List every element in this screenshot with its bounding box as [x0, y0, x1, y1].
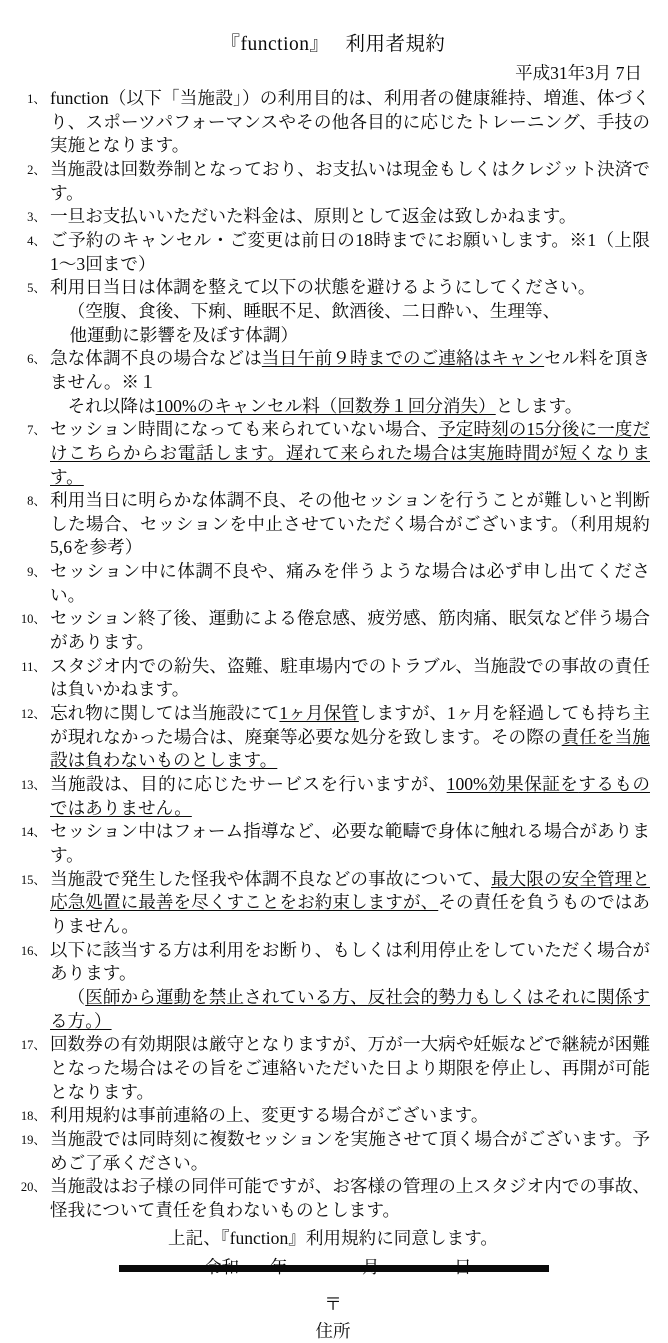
clause-text: 利用日当日は体調を整えて以下の状態を避けるようにしてください。 （空腹、食後、下痢、睡眠不足、飲酒後、二日酔い、生理等、 他運動に影響を及ぼす体調） [50, 276, 650, 347]
clause-number: 2、 [27, 162, 46, 177]
clause-number: 10、 [20, 612, 46, 627]
page-title [16, 28, 650, 56]
clause-number: 18、 [20, 1109, 46, 1124]
clause-emphasis: 安全管理と応急処置に最善を尽くすことをお約束しますが、 [50, 868, 650, 913]
clause-emphasis: 100%効果保証を [446, 774, 579, 795]
clause-list [16, 87, 650, 1223]
clause-item [16, 655, 650, 702]
address-rule [119, 1265, 549, 1272]
clause-number: 15、 [20, 872, 46, 887]
clause-emphasis: れに関係する方。） [50, 986, 650, 1031]
clause-item [16, 939, 650, 1034]
clause-number: 14、 [20, 825, 46, 840]
clause-emphasis: 予定時刻の15分 [438, 419, 562, 440]
clause-item [16, 205, 650, 229]
clause-item [16, 702, 650, 773]
clause-subline: （空腹、食後、下痢、睡眠不足、飲酒後、二日酔い、生理等、 [67, 300, 561, 321]
clause-item [16, 1175, 650, 1222]
clause-text: ご予約のキャンセル・ご変更は前日の18時までにお願いします。※1（上限1〜3回まで） [50, 229, 650, 274]
clause-item [16, 87, 650, 158]
clause-number: 17、 [20, 1038, 46, 1053]
clause-item [16, 868, 650, 939]
clause-number: 12、 [20, 707, 46, 722]
postal-mark: 〒 [324, 1293, 342, 1314]
clause-number: 8、 [27, 494, 46, 509]
page-title-main: 『function』 [220, 34, 330, 55]
clause-item [16, 158, 650, 205]
clause-emphasis: 100%のキャンセル料（回数券１回分消失） [155, 395, 496, 416]
clause-number: 6、 [27, 352, 46, 367]
clause-emphasis: するものではありません。 [50, 774, 650, 818]
clause-number: 16、 [20, 943, 46, 958]
clause-number: 11、 [21, 659, 46, 674]
clause-number: 19、 [20, 1132, 46, 1147]
clause-text: 利用規約は事前連絡の上、変更する場合がございます。 [50, 1105, 489, 1126]
clause-text: セッション中に体調不良や、痛みを伴うような場合は必ず申し出てください。 [50, 561, 650, 605]
clause-text: セッション時間になっても来られていない場合、予定時刻の15分後に一度だけこちらからお電話します。遅れて来られた場合は実施時間が短くなります。 [50, 419, 650, 487]
clause-item [16, 1104, 650, 1128]
clause-emphasis: 最大限の [491, 868, 562, 889]
clause-item [16, 1128, 650, 1175]
clause-number: 1、 [27, 92, 46, 106]
clause-item [16, 1033, 650, 1104]
clause-text: 当施設はお子様の同伴可能ですが、お客様の管理の上スタジオ内での事故、怪我について責任を負わないものとします。 [50, 1176, 650, 1220]
clause-item [16, 347, 650, 418]
clause-text: 当施設は、目的に応じたサービスを行いますが、100%効果保証をするものではありません。 [50, 774, 650, 818]
clause-item [16, 229, 650, 276]
clause-item [16, 773, 650, 820]
clause-text: 回数券の有効期限は厳守となりますが、万が一大病や妊娠などで継続が困難となった場合はその旨をご連絡いただいた日より期限を停止し、再開が可能となります。 [50, 1034, 650, 1102]
clause-text: 急な体調不良の場合などは当日午前９時までのご連絡はキャンセル料を頂きません。※１ それ以降は100%のキャンセル料（回数券１回分消失）とします。 [50, 347, 650, 418]
clause-emphasis: 当日午前９時までのご連絡はキャン [261, 348, 545, 369]
address-label: 住所 [315, 1320, 351, 1341]
clause-emphasis: 施時間が短くなります。 [50, 442, 650, 487]
clause-number: 13、 [20, 778, 46, 793]
clause-subline: （医師から運動を禁止されている方、反社会的勢力もしくはそれに関係する方。） [50, 986, 650, 1031]
agreement-statement: 上記、『function』利用規約に同意します。 [168, 1227, 498, 1248]
clause-item [16, 418, 650, 489]
clause-emphasis: 責任を当施設は負わないものとします。 [50, 726, 650, 771]
clause-emphasis: 医師から運動を禁止されている方、反社会的勢力もしくはそ [85, 986, 562, 1007]
clause-text: 以下に該当する方は利用をお断り、もしくは利用停止をしていただく場合があります。 （医師から運動を禁止されている方、反社会的勢力もしくはそれに関係する方。） [50, 939, 650, 1034]
clause-number: 4、 [27, 233, 46, 248]
clause-text: スタジオ内での紛失、盗難、駐車場内でのトラブル、当施設での事故の責任は負いかねます。 [50, 655, 650, 700]
clause-subline: それ以降は100%のキャンセル料（回数券１回分消失）とします。 [67, 395, 583, 416]
page-title-sub: 利用者規約 [345, 34, 446, 55]
clause-text: 一旦お支払いいただいた料金は、原則として返金は致しかねます。 [50, 206, 577, 227]
clause-text: 当施設は回数券制となっており、お支払いは現金もしくはクレジット決済です。 [50, 158, 650, 203]
clause-text: セッション中はフォーム指導など、必要な範疇で身体に触れる場合があります。 [50, 821, 650, 865]
clause-item [16, 276, 650, 347]
clause-item [16, 820, 650, 867]
clause-text: 忘れ物に関しては当施設にて1ヶ月保管しますが、1ヶ月を経過しても持ち主が現れなかった場合は、廃棄等必要な処分を致します。その際の責任を当施設は負わないものとします。 [50, 703, 650, 771]
document-date: 平成31年3月 7日 [515, 63, 642, 83]
clause-number: 9、 [27, 565, 46, 580]
clause-emphasis: 後に一度だけこちらからお電話します。遅れて来られた場合は実 [50, 419, 650, 463]
clause-subline: 他運動に影響を及ぼす体調） [69, 324, 299, 345]
clause-text: function（以下「当施設」）の利用目的は、利用者の健康維持、増進、体づくり、スポーツパフォーマンスやその他各目的に応じたトレーニング、手技の実施となります。 [50, 88, 650, 156]
clause-number: 7、 [27, 423, 46, 438]
clause-number: 5、 [27, 281, 46, 296]
clause-text: 利用当日に明らかな体調不良、その他セッションを行うことが難しいと判断した場合、セッションを中止させていただく場合がございます。（利用規約5,6を参考） [50, 490, 650, 558]
clause-text: セッション終了後、運動による倦怠感、疲労感、筋肉痛、眠気など伴う場合があります。 [50, 608, 650, 653]
clause-number: 20、 [20, 1180, 46, 1195]
clause-item [16, 560, 650, 607]
clause-item [16, 607, 650, 654]
clause-text: 当施設では同時刻に複数セッションを実施させて頂く場合がございます。予めご了承ください。 [50, 1128, 651, 1173]
clause-emphasis: 1ヶ月保管 [279, 703, 359, 724]
clause-item [16, 489, 650, 560]
clause-number: 3、 [27, 210, 46, 225]
clause-text: 当施設で発生した怪我や体調不良などの事故について、最大限の安全管理と応急処置に最善を尽くすことをお約束しますが、その責任を負うものではありません。 [50, 868, 650, 936]
